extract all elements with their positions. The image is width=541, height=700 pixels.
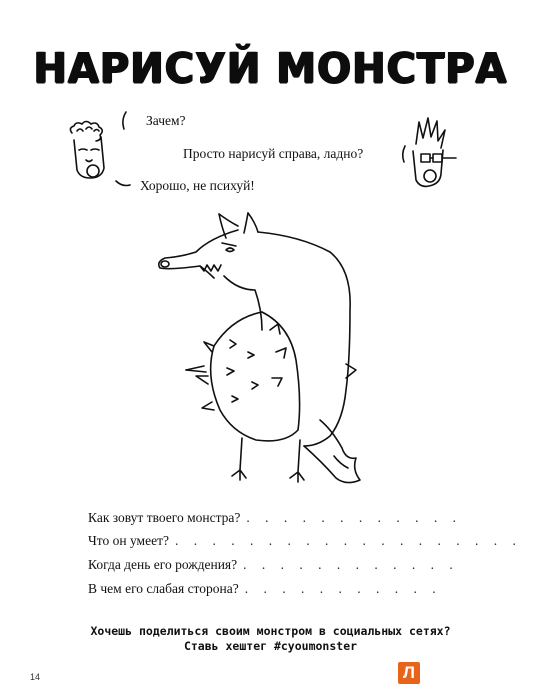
question-row [88, 533, 522, 549]
question-row [88, 510, 462, 526]
question-row [88, 557, 459, 573]
question-label: Что он умеет? [88, 533, 169, 548]
hashtag-line: Ставь хештег #cyoumonster [183, 639, 358, 653]
question-label: Когда день его рождения? [88, 557, 238, 572]
dialogue-line-ok: Хорошо, не психуй! [140, 178, 255, 193]
publisher-logo-icon: Л [398, 662, 420, 684]
right-character-doodle [403, 118, 456, 186]
question-label: Как зовут твоего монстра? [88, 510, 241, 525]
monster-doodle [159, 213, 360, 483]
share-prompt: Хочешь поделиться своим монстром в социальных сетях? [90, 624, 451, 638]
answer-dots: . . . . . . . . . . . . [243, 557, 459, 572]
answer-dots: . . . . . . . . . . . [244, 581, 442, 596]
left-character-doodle [70, 112, 130, 186]
answer-dots: . . . . . . . . . . . . [246, 510, 463, 525]
page-number: 14 [30, 672, 41, 682]
dialogue-line-why: Зачем? [146, 113, 186, 128]
answer-dots: . . . . . . . . . . . . . . . . . . . [174, 533, 522, 548]
question-label: В чем его слабая сторона? [88, 581, 239, 596]
question-row [88, 581, 442, 597]
page-title: НАРИСУЙ МОНСТРА [33, 44, 508, 94]
dialogue-line-just-draw: Просто нарисуй справа, ладно? [183, 146, 364, 161]
